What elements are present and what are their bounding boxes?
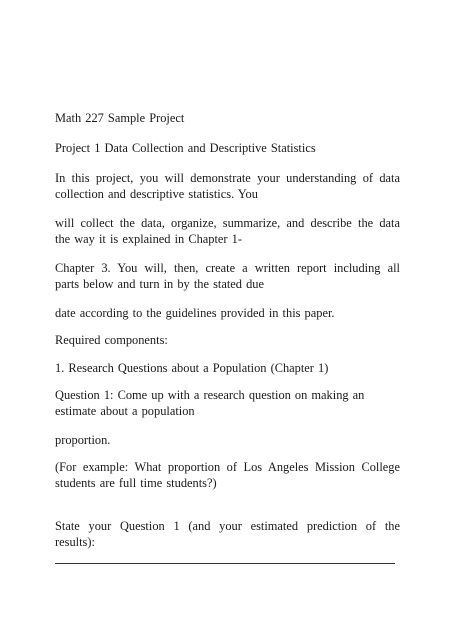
question-1-line-3: proportion. [55, 433, 111, 447]
paragraph-2-line-1: will collect the data, organize, summarize, and describe the data [55, 216, 400, 230]
paragraph-3-line-1: Chapter 3. You will, then, create a written report including all [55, 261, 400, 275]
paragraph-4-line-1: date according to the guidelines provided in this paper. [55, 306, 335, 320]
project-heading: Project 1 Data Collection and Descriptive Statistics [55, 141, 316, 155]
intro-paragraph-line-1: In this project, you will demonstrate your understanding of data [55, 171, 400, 185]
state-question-line-1: State your Question 1 (and your estimated prediction of the [55, 519, 400, 533]
question-1-line-2: estimate about a population [55, 404, 195, 418]
intro-paragraph-line-2: collection and descriptive statistics. You [55, 187, 258, 201]
state-question-line-2: results): [55, 535, 95, 549]
document-title: Math 227 Sample Project [55, 111, 185, 125]
paragraph-3-line-2: parts below and turn in by the stated due [55, 277, 264, 291]
section-1-heading: 1. Research Questions about a Population (Chapter 1) [55, 361, 329, 375]
required-components-heading: Required components: [55, 333, 168, 347]
example-line-2: students are full time students?) [55, 476, 217, 490]
paragraph-2-line-2: the way it is explained in Chapter 1- [55, 232, 242, 246]
question-1-line-1: Question 1: Come up with a research question on making an [55, 388, 365, 402]
answer-blank-line [55, 563, 395, 564]
example-line-1: (For example: What proportion of Los Angeles Mission College [55, 460, 400, 474]
